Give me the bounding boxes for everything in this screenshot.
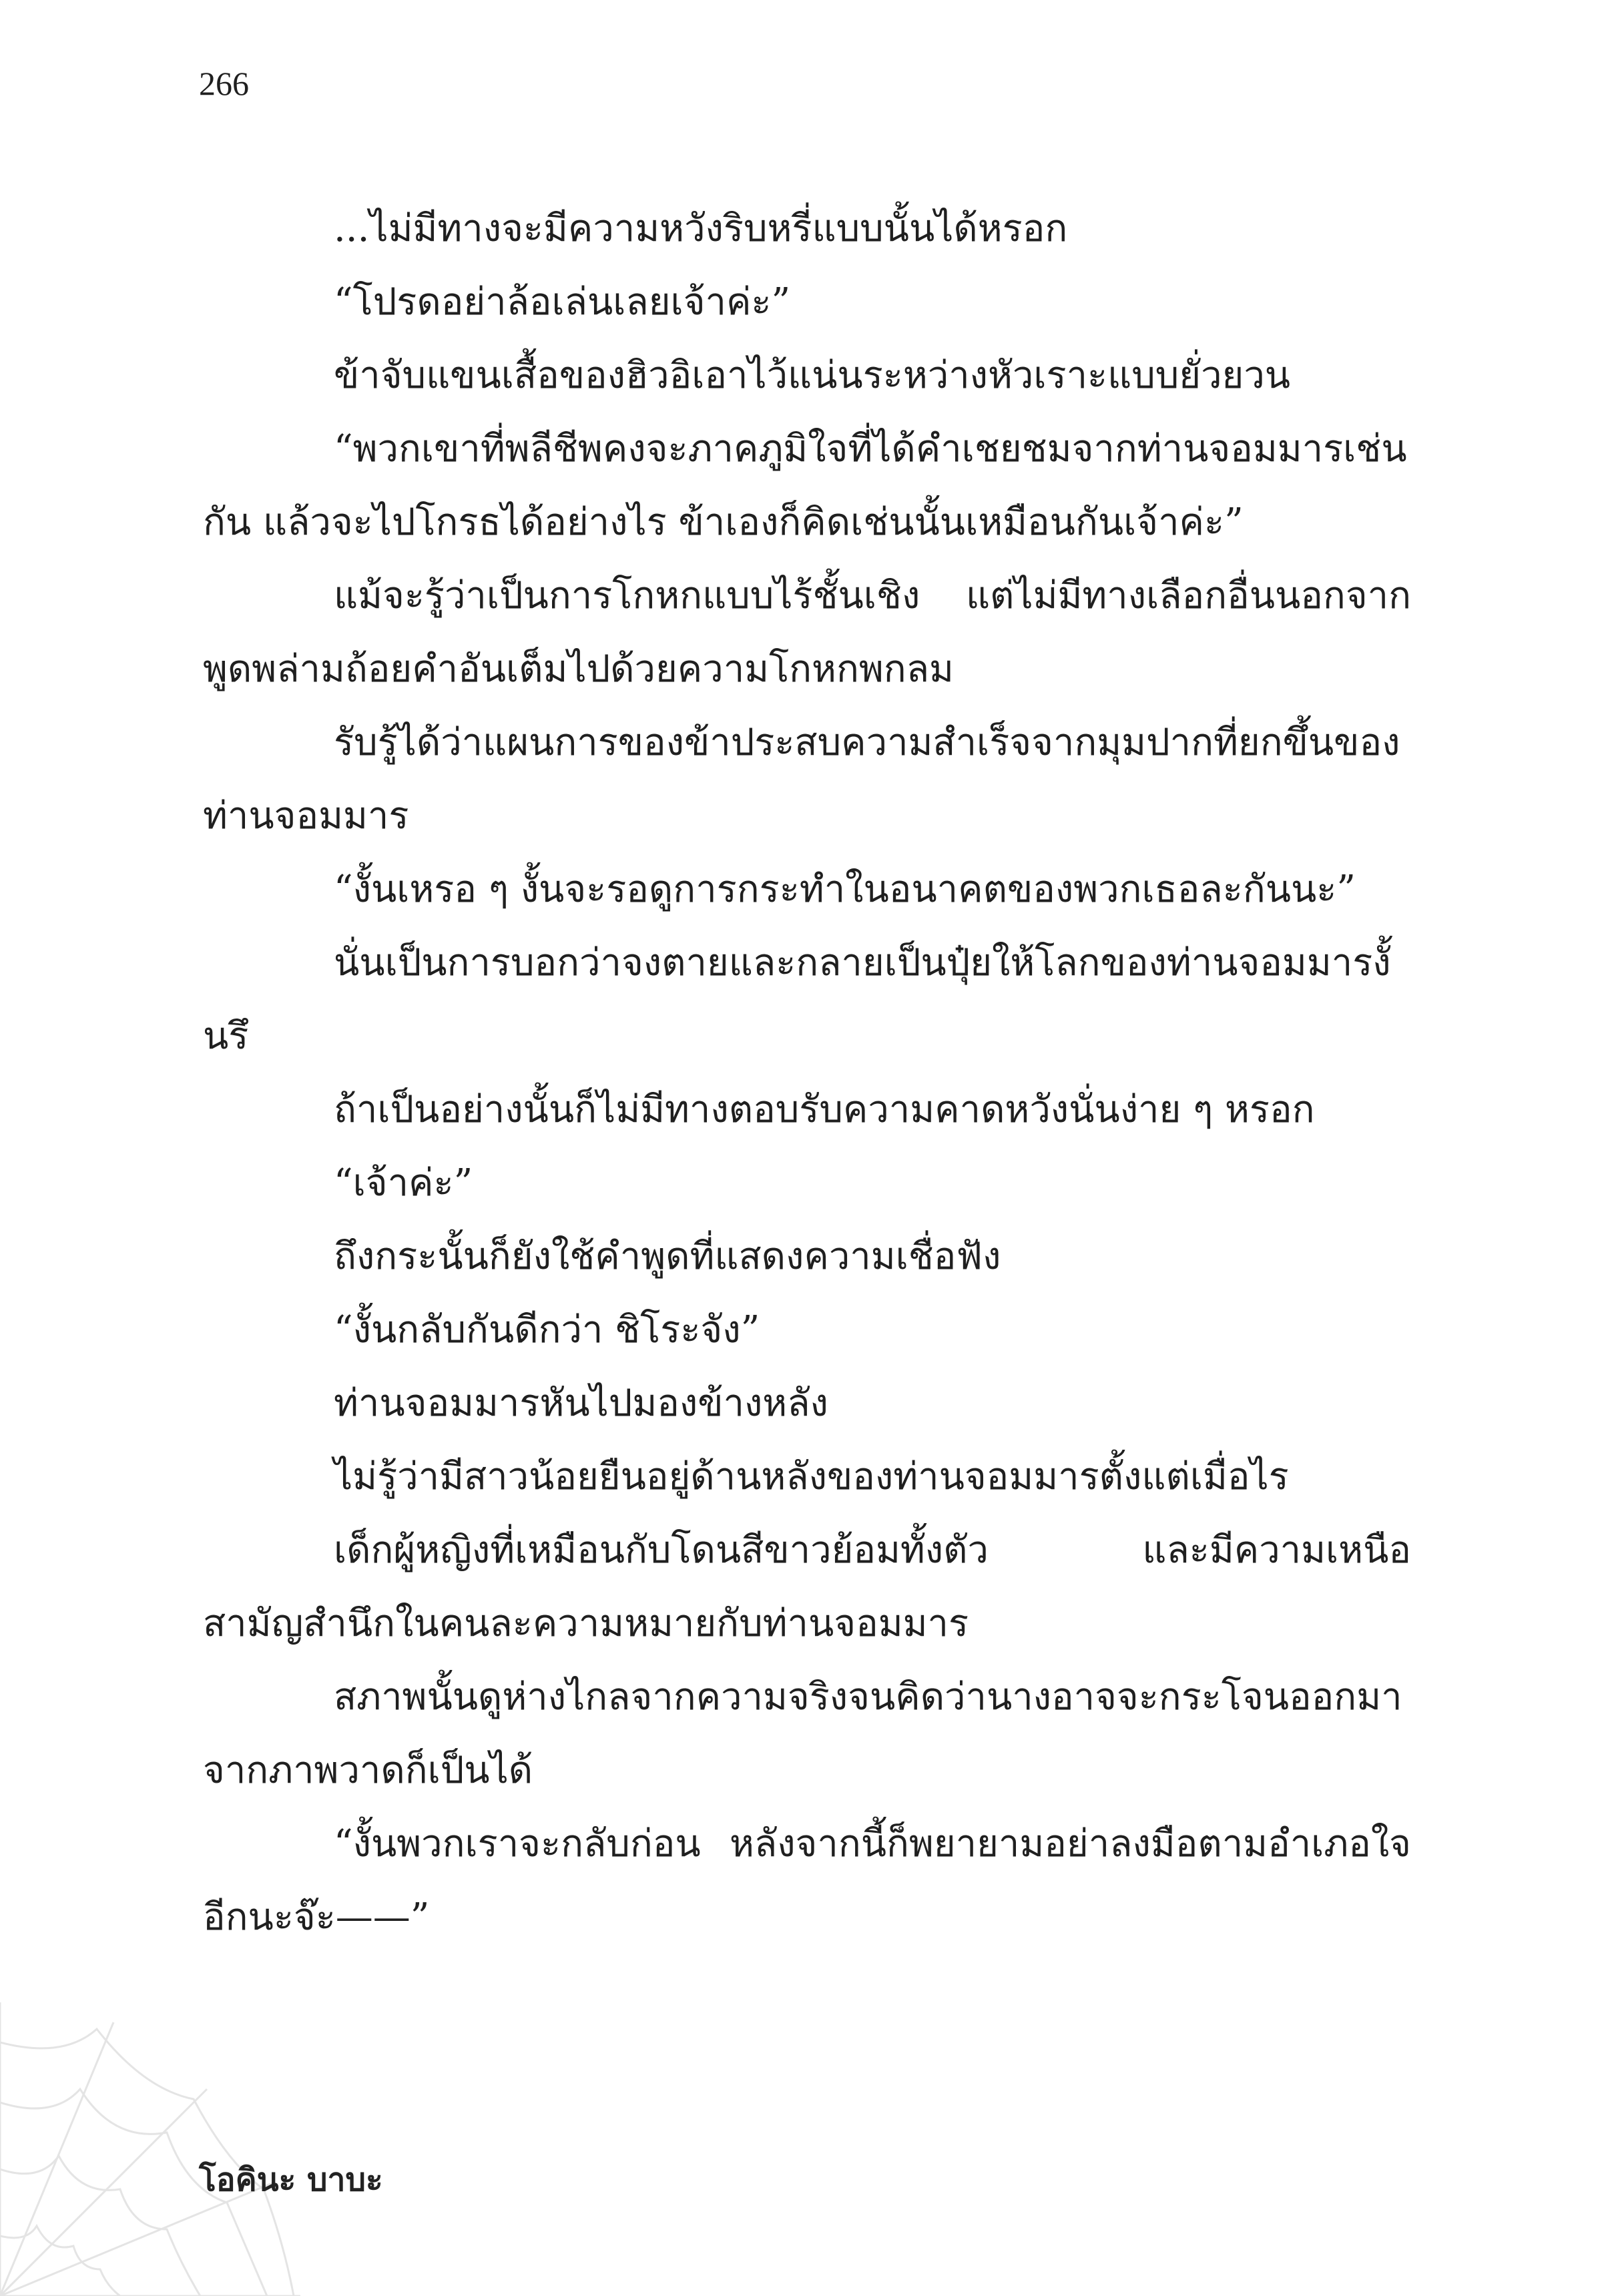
- paragraph: “งั้นกลับกันดีกว่า ชิโระจัง”: [334, 1308, 760, 1352]
- paragraph: “โปรดอย่าล้อเล่นเลยเจ้าค่ะ”: [334, 280, 791, 324]
- footer-author: โอคินะ บาบะ: [199, 2161, 383, 2199]
- paragraph: “เจ้าค่ะ”: [334, 1161, 473, 1205]
- paragraph: เด็กผู้หญิงที่เหมือนกับโดนสีขาวย้อมทั้งตัว และมีความเหนือสามัญสำนึกในคนละความหมายกับท่านจอมมาร: [203, 1528, 1411, 1645]
- paragraph: สภาพนั้นดูห่างไกลจากความจริงจนคิดว่านางอาจจะกระโจนออกมาจากภาพวาดก็เป็นได้: [203, 1675, 1402, 1792]
- paragraph: “งั้นพวกเราจะกลับก่อน หลังจากนี้ก็พยายามอย่าลงมือตามอำเภอใจอีกนะจ๊ะ——”: [203, 1822, 1411, 1939]
- paragraph: รับรู้ได้ว่าแผนการของข้าประสบความสำเร็จจากมุมปากที่ยกขึ้นของท่านจอมมาร: [203, 721, 1400, 838]
- paragraph: ท่านจอมมารหันไปมองข้างหลัง: [334, 1382, 828, 1425]
- paragraph: นั่นเป็นการบอกว่าจงตายและกลายเป็นปุ๋ยให้โลกของท่านจอมมารงั้นรึ: [203, 941, 1391, 1058]
- paragraph: “พวกเขาที่พลีชีพคงจะภาคภูมิใจที่ได้คำเชยชมจากท่านจอมมารเช่นกัน แล้วจะไปโกรธได้อย่างไร ข้าเองก็คิดเช่นนั้นเหมือนกันเจ้าค่ะ”: [203, 427, 1407, 544]
- paragraph: ไม่รู้ว่ามีสาวน้อยยืนอยู่ด้านหลังของท่านจอมมารตั้งแต่เมื่อไร: [334, 1455, 1289, 1498]
- body-text: [203, 192, 1411, 1954]
- paragraph: ข้าจับแขนเสื้อของฮิวอิเอาไว้แน่นระหว่างหัวเราะแบบยั่วยวน: [334, 354, 1291, 397]
- page-number: 266: [199, 65, 249, 102]
- paragraph: ...ไม่มีทางจะมีความหวังริบหรี่แบบนั้นได้หรอก: [334, 207, 1068, 250]
- paragraph: “งั้นเหรอ ๆ งั้นจะรอดูการกระทำในอนาคตของพวกเธอละกันนะ”: [334, 868, 1356, 911]
- paragraph: แม้จะรู้ว่าเป็นการโกหกแบบไร้ชั้นเชิง แต่ไม่มีทางเลือกอื่นนอกจากพูดพล่ามถ้อยคำอันเต็มไปด้วยความโกหกพกลม: [203, 574, 1411, 691]
- paragraph: ถึงกระนั้นก็ยังใช้คำพูดที่แสดงความเชื่อฟัง: [334, 1235, 1001, 1278]
- paragraph: ถ้าเป็นอย่างนั้นก็ไม่มีทางตอบรับความคาดหวังนั่นง่าย ๆ หรอก: [334, 1088, 1315, 1131]
- spiderweb-decoration: [0, 1949, 347, 2296]
